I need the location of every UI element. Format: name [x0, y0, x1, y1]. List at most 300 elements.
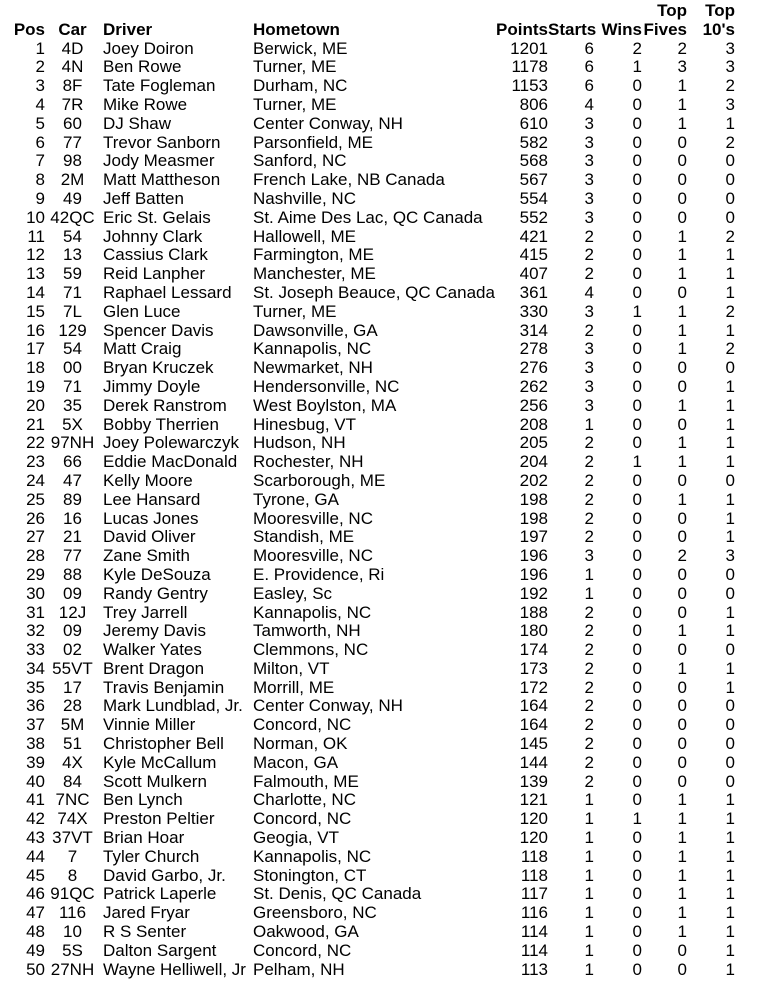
cell-points: 114	[520, 940, 548, 960]
cell-top-tens: 1	[725, 846, 735, 866]
cell-hometown: Standish, ME	[253, 527, 355, 547]
header-starts: Starts	[548, 19, 597, 39]
cell-points: 330	[519, 301, 548, 321]
cell-driver: Christopher Bell	[103, 734, 224, 754]
table-row	[0, 491, 770, 510]
cell-driver: Bryan Kruczek	[103, 358, 214, 378]
cell-starts: 2	[584, 527, 594, 547]
cell-pos: 1	[35, 38, 45, 58]
table-row	[0, 829, 770, 848]
cell-car: 4N	[61, 57, 84, 77]
cell-pos: 17	[26, 339, 45, 359]
cell-starts: 3	[584, 132, 594, 152]
cell-wins: 0	[632, 282, 642, 302]
cell-top-fives: 0	[677, 151, 687, 171]
cell-car: 09	[63, 621, 82, 641]
table-row	[0, 528, 770, 547]
cell-driver: Trevor Sanborn	[103, 132, 221, 152]
cell-starts: 6	[584, 76, 594, 96]
cell-pos: 12	[26, 245, 45, 265]
cell-points: 1178	[511, 57, 548, 77]
cell-starts: 1	[584, 865, 594, 885]
cell-hometown: Concord, NC	[253, 940, 352, 960]
cell-hometown: Hallowell, ME	[253, 226, 356, 246]
cell-pos: 2	[35, 57, 45, 77]
cell-points: 164	[519, 715, 548, 735]
cell-driver: Wayne Helliwell, Jr	[103, 959, 246, 979]
cell-wins: 0	[632, 677, 642, 697]
cell-top-tens: 2	[725, 76, 735, 96]
cell-points: 174	[519, 640, 548, 660]
cell-starts: 2	[584, 433, 594, 453]
cell-top-tens: 1	[725, 865, 735, 885]
cell-hometown: Milton, VT	[253, 658, 330, 678]
cell-wins: 0	[632, 527, 642, 547]
cell-top-fives: 1	[677, 245, 687, 265]
cell-pos: 34	[26, 658, 45, 678]
cell-driver: Walker Yates	[103, 640, 202, 660]
cell-top-fives: 1	[677, 395, 687, 415]
cell-hometown: Clemmons, NC	[253, 640, 369, 660]
cell-wins: 1	[632, 301, 642, 321]
cell-top-tens: 0	[725, 734, 735, 754]
cell-wins: 0	[632, 922, 642, 942]
table-row	[0, 716, 770, 735]
cell-pos: 39	[26, 752, 45, 772]
cell-top-tens: 1	[725, 245, 735, 265]
header-top-top-tens: Top	[705, 1, 735, 20]
table-row	[0, 754, 770, 773]
cell-points: 114	[520, 922, 548, 942]
cell-car: 88	[63, 564, 82, 584]
cell-top-fives: 0	[677, 564, 687, 584]
cell-hometown: Mooresville, NC	[253, 546, 373, 566]
cell-top-tens: 2	[725, 339, 735, 359]
cell-top-fives: 0	[677, 940, 687, 960]
cell-points: 198	[519, 508, 548, 528]
cell-wins: 0	[632, 583, 642, 603]
cell-wins: 0	[632, 621, 642, 641]
table-row	[0, 942, 770, 961]
cell-pos: 45	[26, 865, 45, 885]
table-row	[0, 134, 770, 153]
cell-top-tens: 1	[725, 282, 735, 302]
cell-wins: 0	[632, 828, 642, 848]
cell-hometown: Turner, ME	[253, 94, 337, 114]
cell-points: 276	[519, 358, 548, 378]
cell-starts: 3	[584, 170, 594, 190]
cell-car: 129	[58, 320, 87, 340]
cell-wins: 0	[632, 433, 642, 453]
cell-car: 51	[63, 734, 82, 754]
cell-points: 196	[519, 564, 548, 584]
cell-points: 610	[519, 113, 548, 133]
cell-driver: Kyle DeSouza	[103, 564, 211, 584]
cell-starts: 2	[584, 508, 594, 528]
cell-driver: Tate Fogleman	[103, 76, 216, 96]
cell-top-tens: 1	[725, 959, 735, 979]
cell-top-tens: 3	[725, 94, 735, 114]
cell-hometown: Dawsonville, GA	[253, 320, 378, 340]
cell-starts: 3	[584, 151, 594, 171]
cell-driver: Joey Doiron	[103, 38, 194, 58]
cell-car: 42QC	[50, 207, 95, 227]
cell-top-fives: 0	[677, 527, 687, 547]
cell-driver: R S Senter	[103, 922, 187, 942]
cell-top-fives: 0	[677, 640, 687, 660]
cell-pos: 48	[26, 922, 45, 942]
cell-wins: 1	[632, 57, 642, 77]
cell-top-tens: 2	[725, 226, 735, 246]
cell-points: 118	[520, 865, 548, 885]
cell-hometown: Newmarket, NH	[253, 358, 373, 378]
cell-starts: 1	[584, 922, 594, 942]
cell-car: 17	[63, 677, 82, 697]
cell-driver: Brian Hoar	[103, 828, 185, 848]
cell-driver: Jody Measmer	[103, 151, 215, 171]
table-row	[0, 397, 770, 416]
table-row	[0, 284, 770, 303]
cell-starts: 1	[584, 564, 594, 584]
cell-starts: 1	[584, 790, 594, 810]
cell-top-fives: 1	[677, 264, 687, 284]
cell-pos: 35	[26, 677, 45, 697]
cell-top-fives: 1	[677, 76, 687, 96]
cell-starts: 2	[584, 734, 594, 754]
cell-pos: 16	[26, 320, 45, 340]
cell-wins: 0	[632, 771, 642, 791]
cell-car: 35	[63, 395, 82, 415]
cell-hometown: Kannapolis, NC	[253, 339, 372, 359]
table-row	[0, 453, 770, 472]
cell-car: 16	[63, 508, 82, 528]
cell-hometown: Center Conway, NH	[253, 696, 403, 716]
cell-points: 121	[519, 790, 548, 810]
cell-wins: 0	[632, 658, 642, 678]
cell-car: 5X	[62, 414, 83, 434]
cell-wins: 0	[632, 959, 642, 979]
table-row	[0, 58, 770, 77]
cell-car: 77	[63, 132, 82, 152]
cell-top-fives: 0	[677, 358, 687, 378]
cell-hometown: E. Providence, Ri	[253, 564, 385, 584]
cell-points: 567	[519, 170, 548, 190]
header-driver: Driver	[103, 19, 153, 39]
cell-starts: 6	[584, 57, 594, 77]
table-row	[0, 773, 770, 792]
cell-points: 173	[519, 658, 548, 678]
cell-wins: 0	[632, 602, 642, 622]
cell-starts: 2	[584, 226, 594, 246]
cell-wins: 0	[632, 846, 642, 866]
cell-wins: 0	[632, 715, 642, 735]
table-body	[0, 40, 770, 980]
cell-car: 54	[63, 339, 82, 359]
cell-starts: 2	[584, 602, 594, 622]
cell-points: 180	[519, 621, 548, 641]
cell-wins: 0	[632, 546, 642, 566]
cell-top-fives: 2	[677, 38, 687, 58]
cell-points: 407	[519, 264, 548, 284]
cell-car: 13	[63, 245, 82, 265]
cell-car: 09	[63, 583, 82, 603]
cell-hometown: Tyrone, GA	[253, 489, 339, 509]
cell-driver: Lucas Jones	[103, 508, 199, 528]
cell-hometown: Tamworth, NH	[253, 621, 361, 641]
table-row	[0, 228, 770, 247]
cell-car: 8F	[62, 76, 83, 96]
cell-starts: 3	[584, 358, 594, 378]
cell-pos: 4	[35, 94, 45, 114]
cell-driver: Ben Lynch	[103, 790, 183, 810]
cell-driver: Patrick Laperle	[103, 884, 217, 904]
cell-car: 7R	[61, 94, 84, 114]
table-row	[0, 303, 770, 322]
cell-hometown: Norman, OK	[253, 734, 348, 754]
cell-wins: 0	[632, 884, 642, 904]
cell-starts: 1	[584, 846, 594, 866]
cell-hometown: Nashville, NC	[253, 188, 356, 208]
cell-starts: 2	[584, 621, 594, 641]
cell-top-tens: 1	[725, 395, 735, 415]
cell-wins: 0	[632, 226, 642, 246]
cell-starts: 6	[584, 38, 594, 58]
table-row	[0, 77, 770, 96]
table-row	[0, 359, 770, 378]
cell-wins: 0	[632, 489, 642, 509]
cell-top-fives: 1	[677, 433, 687, 453]
cell-starts: 2	[584, 640, 594, 660]
cell-driver: Reid Lanpher	[103, 264, 206, 284]
table-row	[0, 265, 770, 284]
cell-pos: 18	[26, 358, 45, 378]
cell-top-fives: 3	[677, 57, 687, 77]
table-row	[0, 434, 770, 453]
cell-pos: 11	[27, 226, 45, 246]
cell-driver: Jeremy Davis	[103, 621, 206, 641]
table-row	[0, 660, 770, 679]
header-top-tens: 10's	[702, 19, 735, 39]
header-points: Points	[496, 19, 548, 39]
cell-pos: 46	[26, 884, 45, 904]
cell-top-fives: 0	[677, 207, 687, 227]
cell-pos: 24	[26, 470, 45, 490]
cell-starts: 4	[584, 94, 594, 114]
cell-car: 54	[63, 226, 82, 246]
cell-top-fives: 1	[677, 301, 687, 321]
cell-pos: 49	[26, 940, 45, 960]
cell-pos: 36	[26, 696, 45, 716]
cell-car: 71	[63, 376, 82, 396]
cell-points: 415	[519, 245, 548, 265]
cell-car: 7NC	[55, 790, 90, 810]
cell-wins: 0	[632, 113, 642, 133]
cell-pos: 20	[26, 395, 45, 415]
cell-driver: Randy Gentry	[103, 583, 208, 603]
cell-points: 192	[519, 583, 548, 603]
cell-car: 55VT	[52, 658, 93, 678]
table-row	[0, 923, 770, 942]
cell-wins: 0	[632, 339, 642, 359]
cell-top-tens: 1	[725, 452, 735, 472]
header-pos: Pos	[13, 19, 45, 39]
cell-pos: 19	[26, 376, 45, 396]
cell-car: 10	[63, 922, 82, 942]
cell-car: 00	[63, 358, 82, 378]
table-row	[0, 622, 770, 641]
cell-hometown: Pelham, NH	[253, 959, 345, 979]
cell-wins: 0	[632, 470, 642, 490]
cell-driver: Kelly Moore	[103, 470, 193, 490]
cell-starts: 3	[584, 207, 594, 227]
cell-top-tens: 2	[725, 132, 735, 152]
cell-hometown: Greensboro, NC	[253, 903, 377, 923]
cell-points: 568	[519, 151, 548, 171]
cell-points: 202	[519, 470, 548, 490]
cell-top-fives: 0	[677, 959, 687, 979]
cell-pos: 42	[26, 809, 45, 829]
cell-points: 197	[519, 527, 548, 547]
cell-driver: Mark Lundblad, Jr.	[103, 696, 243, 716]
cell-points: 421	[519, 226, 548, 246]
cell-hometown: Hudson, NH	[253, 433, 346, 453]
cell-pos: 10	[26, 207, 45, 227]
cell-car: 7L	[63, 301, 82, 321]
cell-driver: Matt Mattheson	[103, 170, 221, 190]
cell-top-tens: 0	[725, 752, 735, 772]
cell-driver: Lee Hansard	[103, 489, 201, 509]
cell-starts: 1	[584, 903, 594, 923]
cell-top-fives: 1	[677, 809, 687, 829]
cell-points: 118	[520, 846, 548, 866]
cell-wins: 0	[632, 734, 642, 754]
cell-starts: 1	[584, 583, 594, 603]
cell-wins: 0	[632, 188, 642, 208]
table-row	[0, 40, 770, 59]
cell-pos: 9	[35, 188, 45, 208]
table-row	[0, 152, 770, 171]
table-row	[0, 209, 770, 228]
cell-wins: 0	[632, 395, 642, 415]
cell-wins: 0	[632, 752, 642, 772]
cell-top-tens: 1	[725, 527, 735, 547]
cell-top-fives: 1	[677, 452, 687, 472]
cell-driver: David Oliver	[103, 527, 196, 547]
cell-top-tens: 0	[725, 188, 735, 208]
cell-driver: Scott Mulkern	[103, 771, 207, 791]
cell-hometown: Hendersonville, NC	[253, 376, 400, 396]
cell-hometown: Morrill, ME	[253, 677, 335, 697]
cell-pos: 15	[26, 301, 45, 321]
cell-top-fives: 1	[677, 339, 687, 359]
cell-hometown: St. Joseph Beauce, QC Canada	[253, 282, 495, 302]
cell-top-fives: 0	[677, 508, 687, 528]
table-row	[0, 547, 770, 566]
cell-pos: 38	[26, 734, 45, 754]
cell-pos: 43	[26, 828, 45, 848]
cell-hometown: Falmouth, ME	[253, 771, 359, 791]
cell-pos: 30	[26, 583, 45, 603]
table-row	[0, 679, 770, 698]
cell-top-tens: 1	[725, 884, 735, 904]
cell-car: 77	[63, 546, 82, 566]
cell-driver: Brent Dragon	[103, 658, 205, 678]
cell-driver: Derek Ranstrom	[103, 395, 227, 415]
cell-points: 552	[519, 207, 548, 227]
table-row	[0, 246, 770, 265]
cell-pos: 31	[26, 602, 45, 622]
cell-wins: 0	[632, 207, 642, 227]
cell-starts: 2	[584, 658, 594, 678]
cell-hometown: Stonington, CT	[253, 865, 367, 885]
cell-points: 144	[519, 752, 548, 772]
cell-pos: 3	[35, 76, 45, 96]
cell-points: 205	[519, 433, 548, 453]
cell-car: 4D	[61, 38, 84, 58]
cell-top-tens: 0	[725, 771, 735, 791]
table-header-row	[0, 21, 770, 40]
cell-pos: 44	[26, 846, 45, 866]
cell-wins: 0	[632, 414, 642, 434]
cell-pos: 21	[26, 414, 45, 434]
cell-hometown: Sanford, NC	[253, 151, 347, 171]
cell-starts: 3	[584, 376, 594, 396]
cell-top-fives: 0	[677, 696, 687, 716]
cell-top-tens: 1	[725, 809, 735, 829]
cell-top-fives: 0	[677, 282, 687, 302]
cell-top-tens: 1	[725, 113, 735, 133]
cell-car: 5S	[62, 940, 83, 960]
cell-starts: 2	[584, 470, 594, 490]
cell-car: 60	[63, 113, 82, 133]
cell-hometown: Durham, NC	[253, 76, 348, 96]
cell-car: 7	[67, 846, 78, 866]
cell-pos: 6	[35, 132, 45, 152]
cell-driver: Joey Polewarczyk	[103, 433, 240, 453]
cell-starts: 2	[584, 245, 594, 265]
cell-pos: 29	[26, 564, 45, 584]
cell-pos: 28	[26, 546, 45, 566]
cell-hometown: French Lake, NB Canada	[253, 170, 445, 190]
cell-top-tens: 1	[725, 414, 735, 434]
cell-starts: 2	[584, 320, 594, 340]
table-row	[0, 171, 770, 190]
cell-hometown: Concord, NC	[253, 715, 352, 735]
cell-points: 120	[519, 809, 548, 829]
cell-pos: 22	[26, 433, 45, 453]
cell-starts: 2	[584, 677, 594, 697]
cell-top-tens: 0	[725, 715, 735, 735]
cell-hometown: West Boylston, MA	[253, 395, 397, 415]
cell-car: 28	[63, 696, 82, 716]
cell-driver: Mike Rowe	[103, 94, 188, 114]
cell-wins: 0	[632, 170, 642, 190]
table-row	[0, 848, 770, 867]
cell-driver: DJ Shaw	[103, 113, 172, 133]
cell-hometown: Berwick, ME	[253, 38, 348, 58]
cell-pos: 47	[26, 903, 45, 923]
cell-starts: 4	[584, 282, 594, 302]
header-car: Car	[58, 19, 87, 39]
cell-top-tens: 1	[725, 264, 735, 284]
cell-driver: David Garbo, Jr.	[103, 865, 226, 885]
table-row	[0, 96, 770, 115]
cell-points: 188	[519, 602, 548, 622]
cell-car: 27NH	[50, 959, 95, 979]
cell-top-fives: 0	[677, 677, 687, 697]
cell-starts: 1	[584, 884, 594, 904]
header-top-top-fives: Top	[657, 1, 687, 20]
